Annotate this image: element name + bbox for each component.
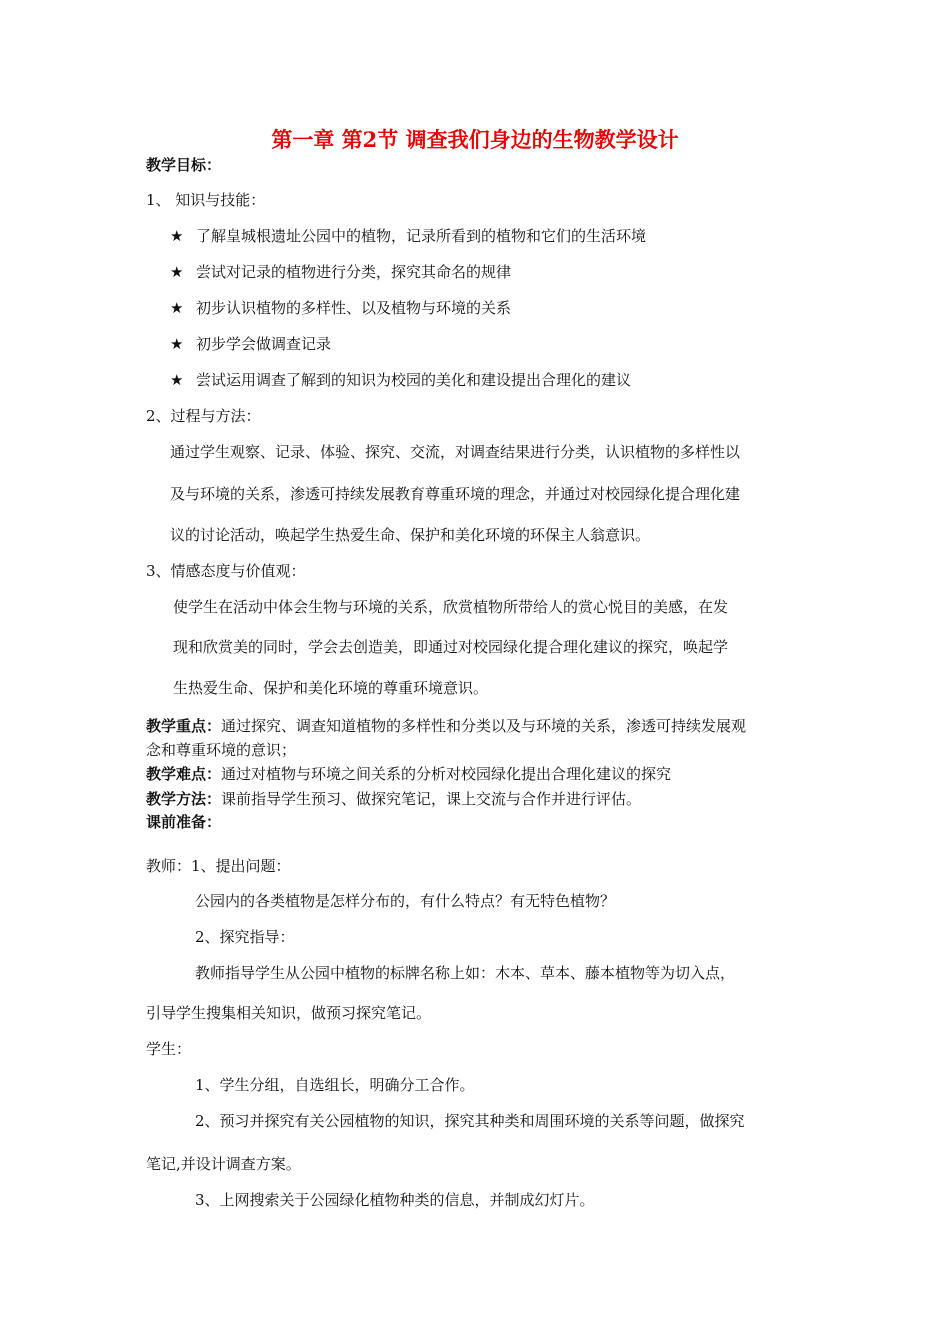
section3-line: 生热爱生命、保护和美化环境的尊重环境意识。 [173,679,489,697]
section3-line: 使学生在活动中体会生物与环境的关系，欣赏植物所带给人的赏心悦目的美感，在发 [173,598,729,616]
black-star-icon: ★ [170,335,184,353]
section2-line: 议的讨论活动，唤起学生热爱生命、保护和美化环境的环保主人翁意识。 [170,526,651,544]
goal-item: ★ 尝试对记录的植物进行分类，探究其命名的规律 [170,263,512,281]
goal-item: ★ 初步学会做调查记录 [170,335,332,353]
student-item-continued: 笔记,并设计调查方案。 [146,1155,301,1173]
difficulties-text: 通过对植物与环境之间关系的分析对校园绿化提出合理化建议的探究 [221,765,672,783]
section2-line: 通过学生观察、记录、体验、探究、交流，对调查结果进行分类，认识植物的多样性以 [170,443,741,461]
black-star-icon: ★ [170,227,184,245]
section3-line: 现和欣赏美的同时，学会去创造美，即通过对校园绿化提合理化建议的探究，唤起学 [173,638,729,656]
key-points [146,715,746,736]
page-title: 第一章 第2节 调查我们身边的生物教学设计 [271,127,679,152]
methods [146,788,641,809]
goals-heading: 教学目标： [146,156,222,174]
difficulties [146,763,671,784]
goal-item: ★ 初步认识植物的多样性、以及植物与环境的关系 [170,299,512,317]
section1-heading: 1、 知识与技能： [146,191,266,209]
black-star-icon: ★ [170,371,184,389]
student-heading: 学生： [146,1040,192,1058]
preparation-label: 课前准备： [146,813,222,831]
key-points-text: 通过探究、调查知道植物的多样性和分类以及与环境的关系，渗透可持续发展观 [221,717,747,735]
student-item: 1、学生分组，自选组长，明确分工合作。 [195,1076,475,1094]
black-star-icon: ★ [170,299,184,317]
section2-line: 及与环境的关系，渗透可持续发展教育尊重环境的理念，并通过对校园绿化提合理化建 [170,485,741,503]
methods-label: 教学方法： [146,790,222,808]
section3-heading: 3、情感态度与价值观： [146,562,306,580]
student-item: 3、上网搜索关于公园绿化植物种类的信息，并制成幻灯片。 [195,1191,595,1209]
black-star-icon: ★ [170,263,184,281]
section2-heading: 2、过程与方法： [146,407,261,425]
teacher-guide-line: 引导学生搜集相关知识，做预习探究笔记。 [146,1004,432,1022]
methods-text: 课前指导学生预习、做探究笔记，课上交流与合作并进行评估。 [221,790,642,808]
key-points-continued: 念和尊重环境的意识； [146,741,297,759]
student-item: 2、预习并探究有关公园植物的知识，探究其种类和周围环境的关系等问题，做探究 [195,1112,745,1130]
goal-item: ★ 了解皇城根遗址公园中的植物，记录所看到的植物和它们的生活环境 [170,227,647,245]
key-points-label: 教学重点： [146,717,222,735]
difficulties-label: 教学难点： [146,765,222,783]
goal-item: ★ 尝试运用调查了解到的知识为校园的美化和建设提出合理化的建议 [170,371,632,389]
teacher-guide-line: 教师指导学生从公园中植物的标牌名称上如：木本、草本、藤本植物等为切入点， [195,964,736,982]
teacher-heading: 教师：1、提出问题： [146,857,291,875]
teacher-guide-heading: 2、探究指导： [195,928,295,946]
teacher-question: 公园内的各类植物是怎样分布的，有什么特点？有无特色植物？ [195,892,616,910]
